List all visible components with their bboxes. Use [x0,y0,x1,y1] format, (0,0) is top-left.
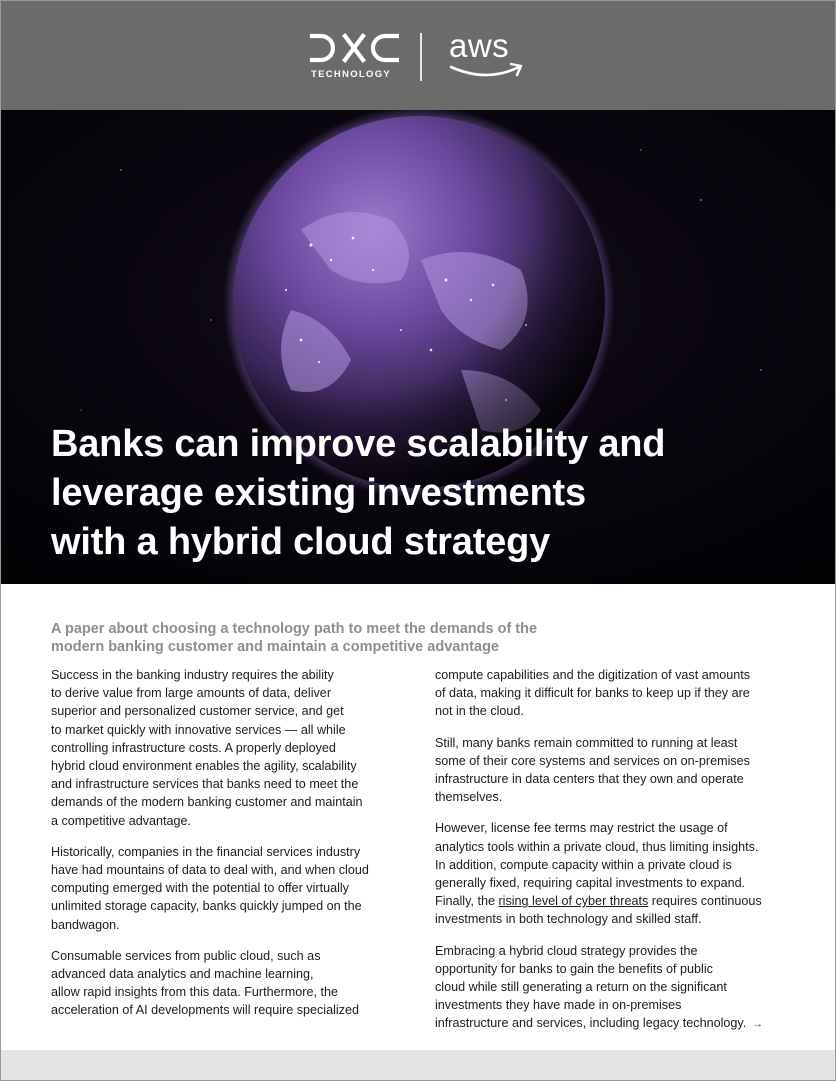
left-column [51,666,413,1033]
subtitle-line: A paper about choosing a technology path to meet the demands of the [51,621,538,637]
title-line: with a hybrid cloud strategy [51,521,551,563]
dxc-technology-logo [309,33,401,83]
aws-logo-text: aws [449,27,510,64]
title-line: leverage existing investments [51,472,586,514]
cyber-threats-link[interactable]: rising level of cyber threats [498,894,649,909]
page-title [51,420,811,567]
next-page-arrow-icon[interactable]: → [752,1018,764,1031]
aws-smile-icon [447,61,529,81]
subtitle-line: modern banking customer and maintain a competitive advantage [51,639,499,655]
footer-band [1,1050,836,1081]
title-line: Banks can improve scalability and [51,423,666,465]
right-column [435,666,795,1047]
document-subtitle [51,620,611,656]
paragraph: However, license fee terms may restrict the usage of analytics tools within a private cloud, thus limiting insights. In addition, compute capacity within a private cloud is generally fixed, requiring capital investments to expand. Finally, the rising level of cyber threats requires continuous investments in both technology and skilled staff. [435,821,762,927]
paragraph: Success in the banking industry requires the ability to derive value from large amounts of data, deliver superior and personalized customer service, and get to market quickly with innovative services — all while controlling infrastructure costs. A properly deployed hybrid cloud environment enables the agility, scalability and infrastructure services that banks need to meet the demands of the modern banking customer and maintain a competitive advantage. [51,668,363,828]
paragraph: Embracing a hybrid cloud strategy provides the opportunity for banks to gain the benefits of public cloud while still generating a return on the significant investments they have made in on-premises infrastructure and services, including legacy technology. → [435,943,764,1031]
paragraph: Still, many banks remain committed to running at least some of their core systems and services on on-premises infrastructure in data centers that they own and operate themselves. [435,735,750,805]
logo-divider [420,33,422,81]
paragraph: Consumable services from public cloud, such as advanced data analytics and machine learning, allow rapid insights from this data. Furthermore, the acceleration of AI developments will require specialized [51,948,360,1018]
dxc-logo-subtext: TECHNOLOGY [311,69,392,80]
paragraph: Historically, companies in the financial services industry have had mountains of data to deal with, and when cloud computing emerged with the potential to offer virtually unlimited storage capacity, banks quickly jumped on the bandwagon. [51,844,369,932]
aws-logo [447,27,529,83]
paragraph: compute capabilities and the digitization of vast amounts of data, making it difficult for banks to keep up if they are not in the cloud. [435,668,751,719]
dxc-logo-mark [309,33,399,63]
hero-image [1,110,836,584]
header-bar [1,1,836,110]
